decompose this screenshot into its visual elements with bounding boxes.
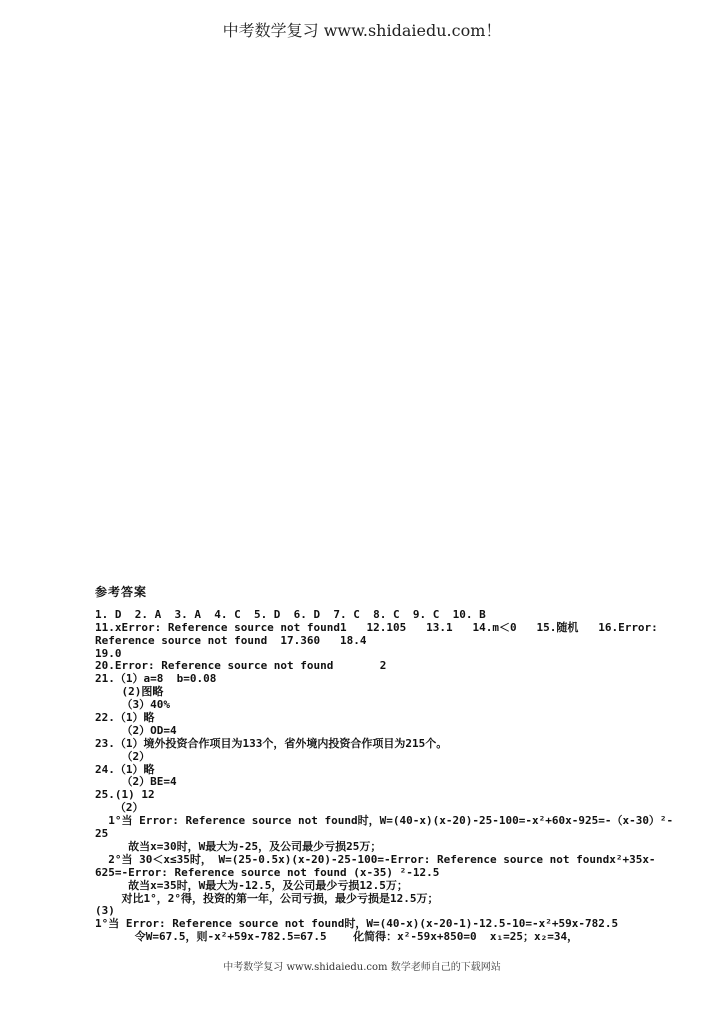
answer-line: 24.（1）略 bbox=[95, 762, 155, 776]
answer-line: 22.（1）略 bbox=[95, 711, 155, 725]
answer-line: 1°当 Error: Reference source not found时，W=(40-x)(x-20)-25-100=-x²+60x-925=-（x-30）²- bbox=[95, 814, 674, 828]
page-footer: 中考数学复习 www.shidaiedu.com 数学老师自己的下载网站 bbox=[223, 962, 501, 973]
answer-line: （2）OD=4 bbox=[95, 723, 177, 737]
answer-line: (2)图略 bbox=[95, 685, 164, 699]
section-title: 参考答案 bbox=[95, 585, 148, 599]
answer-line: Reference source not found 17.360 18.4 bbox=[95, 633, 367, 647]
answer-line: 2°当 30＜x≤35时， W=(25-0.5x)(x-20)-25-100=-Error: Reference source not foundx²+35x- bbox=[95, 852, 656, 866]
answer-line: (3) bbox=[95, 904, 115, 918]
answer-line: 20.Error: Reference source not found 2 bbox=[95, 659, 387, 673]
answer-line: 令W=67.5，则-x²+59x-782.5=67.5 化简得：x²-59x+850=0 x₁=25；x₂=34， bbox=[95, 930, 579, 944]
answer-line: 故当x=35时，W最大为-12.5，及公司最少亏损12.5万； bbox=[95, 878, 408, 892]
page-header: 中考数学复习 www.shidaiedu.com！ bbox=[222, 21, 502, 40]
answer-line: （2） bbox=[95, 801, 144, 815]
answer-line: 1. D 2. A 3. A 4. C 5. D 6. D 7. C 8. C 9. C 10. B bbox=[95, 607, 486, 621]
answer-line: 故当x=30时，W最大为-25，及公司最少亏损25万； bbox=[95, 839, 382, 853]
answer-line: 1°当 Error: Reference source not found时，W=(40-x)(x-20-1)-12.5-10=-x²+59x-782.5 bbox=[95, 917, 619, 931]
answer-lines bbox=[95, 609, 685, 944]
answer-line: （3）40% bbox=[95, 698, 170, 712]
answer-line: 21.（1）a=8 b=0.08 bbox=[95, 672, 217, 686]
answer-line: 25.(1) 12 bbox=[95, 788, 155, 802]
answer-line: 对比1°，2°得，投资的第一年，公司亏损，最少亏损是12.5万； bbox=[95, 891, 439, 905]
answer-line: （2） bbox=[95, 749, 151, 763]
answer-line: 11.xError: Reference source not found1 12.105 13.1 14.m＜0 15.随机 16.Error: bbox=[95, 620, 658, 634]
answer-line: 19.0 bbox=[95, 646, 122, 660]
answer-line: 23.（1）境外投资合作项目为133个，省外境内投资合作项目为215个。 bbox=[95, 736, 448, 750]
answer-line: 25 bbox=[95, 827, 109, 841]
answer-line: 625=-Error: Reference source not found (x-35) ²-12.5 bbox=[95, 865, 440, 879]
answer-section bbox=[95, 586, 685, 944]
answer-line: （2）BE=4 bbox=[95, 775, 177, 789]
